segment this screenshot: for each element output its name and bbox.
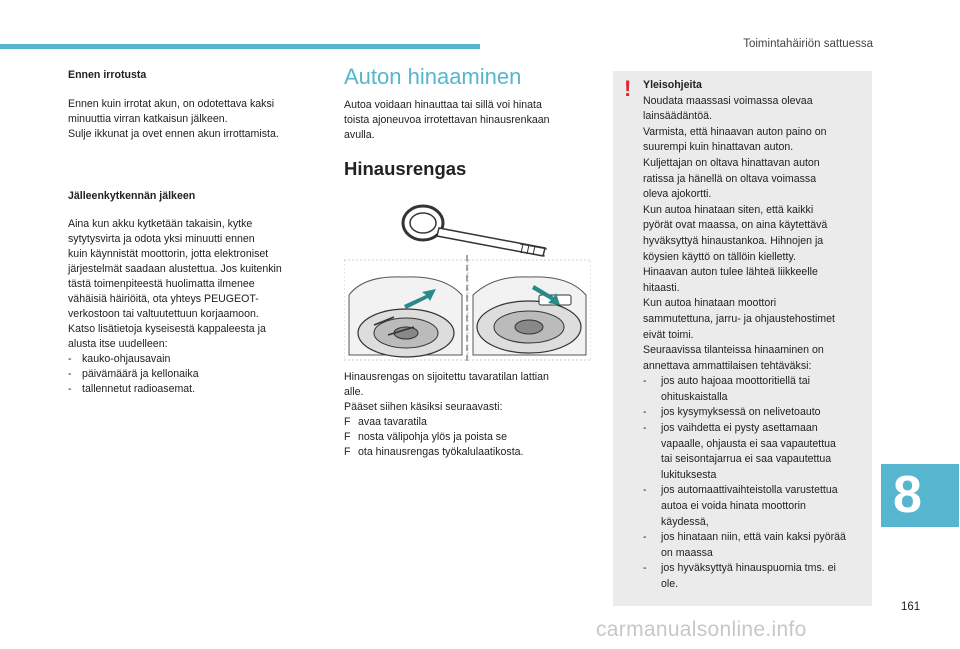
header-accent-bar: [0, 44, 480, 49]
trunk-spare-wheel-illustration: [344, 255, 591, 365]
list-item: - jos kysymyksessä on nelivetoauto: [643, 406, 821, 419]
list-item: - jos auto hajoaa moottoritiellä tai ohituskaistalla: [643, 375, 810, 403]
general-instructions-text: Yleisohjeita Noudata maassasi voimassa olevaa lainsäädäntöä. Varmista, että hinaavan auton paino on suurempi kuin hinattavan auton. Kuljettajan on oltava hinattavan auton ratissa ja hänellä on oltava voimassa oleva ajokortti. Kun autoa hinataan siten, että kaikki pyörät ovat maassa, on aina käytettävä hyväksyttyä hinaustankoa. Hihnojen ja köysien käyttö on tällöin kielletty. Hinaavan auton tulee lähteä liikkeelle hitaasti. Kun autoa hinataan moottori sammutettuna, jarru- ja ohjaustehostimet eivät toimi. Seuraavissa tilanteissa hinaaminen on annettava ammattilaisen tehtäväksi: - jos auto hajoaa moottoritiellä tai ohituskaistalla - jos kysymyksessä on nelivetoauto - jos vaihdetta ei pysty asettamaan vapaalle, ohjausta ei saa vapautettua tai seisontajarrua ei saa vapautettua lukituksesta - jos automaattivaihteistolla varustettua autoa ei voida hinata moottorin käydessä, - jos hinataan niin, että vain kaksi pyörää on maassa - jos hyväksyttyä hinauspuomia tms. ei ole.: [643, 78, 871, 593]
list-item: - jos vaihdetta ei pysty asettamaan vapaalle, ohjausta ei saa vapautettua tai seisontajarrua ei saa vapautettua lukituksesta: [643, 422, 836, 481]
list-item: F ota hinausrengas työkalulaatikosta.: [344, 446, 524, 458]
list-item: - tallennetut radioasemat.: [68, 383, 196, 395]
list-item: - päivämäärä ja kellonaika: [68, 368, 199, 380]
watermark: carmanualsonline.info: [596, 618, 807, 641]
list-item: - kauko-ohjausavain: [68, 353, 171, 365]
step-marker-icon: F: [344, 431, 351, 443]
subtitle-towing-eye: Hinausrengas: [344, 158, 467, 179]
page-number: 161: [901, 601, 921, 613]
towing-eye-instructions: Hinausrengas on sijoitettu tavaratilan lattian alle. Pääset siihen käsiksi seuraavasti: F avaa tavaratila F nosta välipohja ylös ja poista se F ota hinausrengas työkalulaatikosta.: [344, 370, 589, 460]
list-item: - jos hyväksyttyä hinauspuomia tms. ei ole.: [643, 562, 836, 590]
list-item: F nosta välipohja ylös ja poista se: [344, 431, 507, 443]
list-item: F avaa tavaratila: [344, 416, 427, 428]
chapter-tab: 8: [881, 464, 959, 527]
step-marker-icon: F: [344, 416, 351, 428]
heading-after-reconnect: Jälleenkytkennän jälkeen: [68, 190, 196, 202]
step-marker-icon: F: [344, 446, 351, 458]
intro-paragraph: Autoa voidaan hinauttaa tai sillä voi hinata toista ajoneuvoa irrotettavan hinausrenkaan avulla.: [344, 99, 550, 141]
para-after-reconnect: Aina kun akku kytketään takaisin, kytke sytytysvirta ja odota yksi minuutti ennen kuin käynnistät moottorin, jotta elektroniset järjestelmät saadaan alustettua. Jos kuitenkin tästä toimenpiteestä huolimatta ilmenee vähäisiä häiriöitä, ota yhteys PEUGEOT- verkostoon tai valtuutettuun korjaamoon. Katso lisätietoja kyseisestä kappaleesta ja alusta itse uudelleen: - kauko-ohjausavain - päivämäärä ja kellonaika - tallennetut radioasemat.: [68, 217, 318, 397]
page-title: Auton hinaaminen: [344, 64, 522, 89]
list-item: - jos hinataan niin, että vain kaksi pyörää on maassa: [643, 531, 846, 559]
para-before-disconnect: Ennen kuin irrotat akun, on odotettava kaksi minuuttia virran katkaisun jälkeen. Sulje ikkunat ja ovet ennen akun irrottamista.: [68, 98, 279, 140]
section-title: Toimintahäiriön sattuessa: [743, 38, 873, 50]
list-item: - jos automaattivaihteistolla varustettua autoa ei voida hinata moottorin käydessä,: [643, 484, 838, 528]
heading-before-disconnect: Ennen irrotusta: [68, 69, 147, 81]
warning-icon: !: [624, 76, 632, 101]
